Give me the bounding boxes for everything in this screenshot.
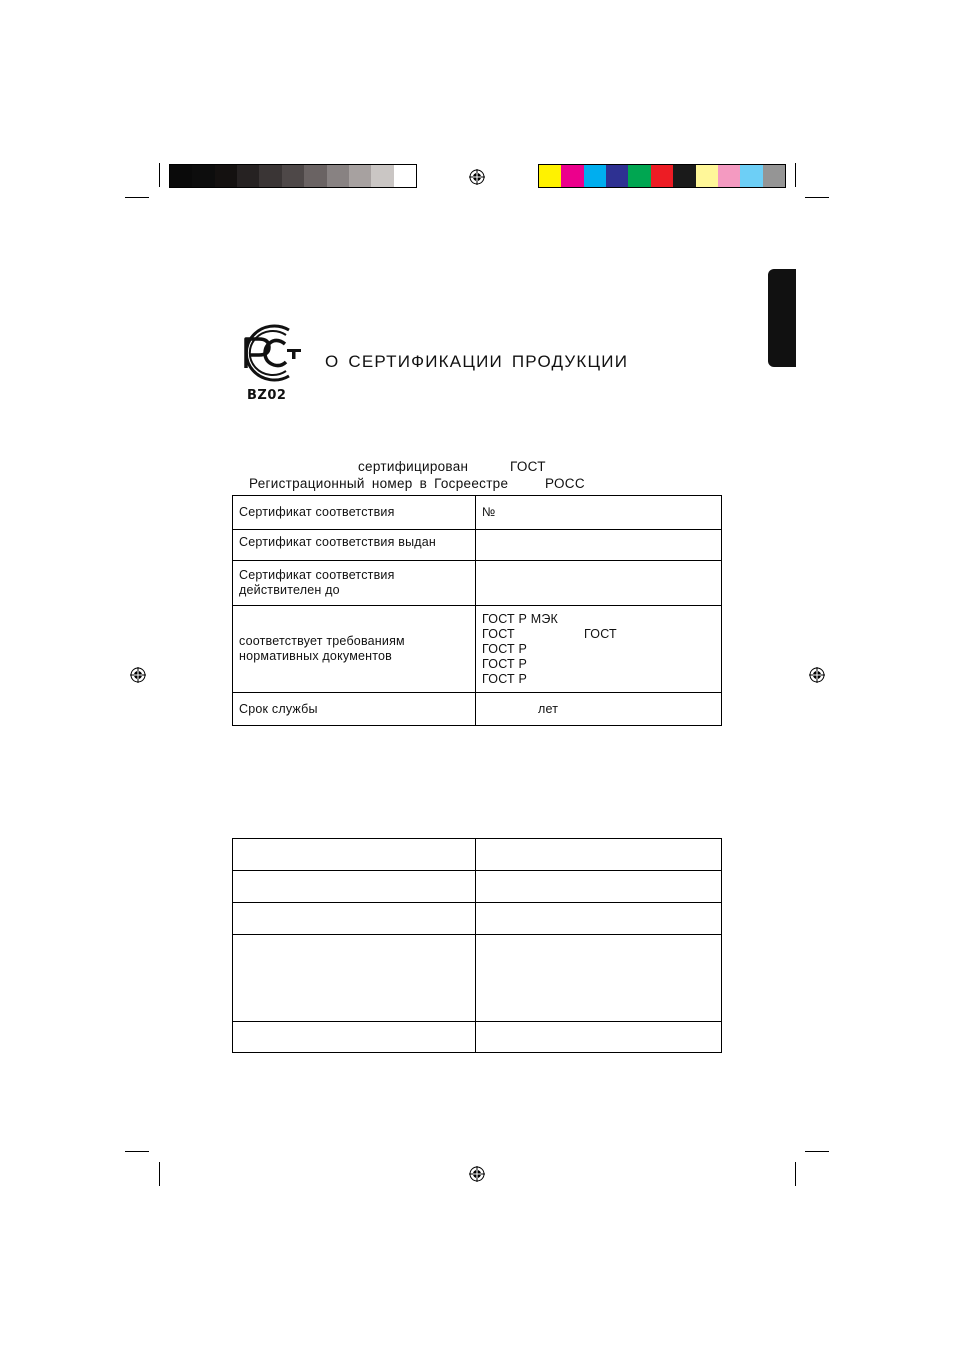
standard-item [482, 627, 715, 642]
standard-item: ГОСТ Р [482, 641, 528, 656]
blank-cell [233, 1022, 476, 1053]
issued-by-label: Сертификат соответствия выдан [233, 530, 476, 561]
section-side-tab [768, 269, 796, 367]
registration-mark-right-icon [809, 667, 825, 683]
blank-cell [476, 839, 722, 871]
color-swatch [763, 165, 785, 187]
table-row [233, 693, 722, 726]
color-swatch [215, 165, 237, 187]
requirements-label-line: нормативных документов [239, 649, 393, 663]
color-swatch [718, 165, 740, 187]
color-swatch [304, 165, 326, 187]
grayscale-color-bar [169, 164, 417, 188]
blank-cell [476, 1022, 722, 1053]
certified-word: сертифицирован [358, 459, 469, 474]
valid-until-label-line: Сертификат соответствия [239, 568, 395, 582]
issued-by-value [476, 530, 722, 561]
color-swatch [673, 165, 695, 187]
color-swatch [628, 165, 650, 187]
standards-list [476, 606, 722, 693]
page-title: О СЕРТИФИКАЦИИ ПРОДУКЦИИ [325, 352, 629, 371]
table-row [233, 935, 722, 1022]
crop-mark-bottom-right-vertical [795, 1162, 796, 1186]
cert-number: № [476, 496, 722, 530]
registration-mark-left-icon [130, 667, 146, 683]
service-life-value [476, 693, 722, 726]
standard-item: ГОСТ Р МЭК [482, 611, 558, 626]
standard-item: ГОСТ Р [482, 671, 528, 686]
blank-cell [233, 839, 476, 871]
valid-until-value [476, 561, 722, 606]
table-row [233, 871, 722, 903]
crop-mark-bottom-left-horizontal [125, 1151, 149, 1152]
requirements-label [233, 606, 476, 693]
table-row [233, 903, 722, 935]
crop-mark-top-left-vertical [159, 163, 160, 187]
color-swatch [349, 165, 371, 187]
blank-table [232, 838, 722, 1053]
crop-mark-top-left-horizontal [125, 197, 149, 198]
registration-mark-top-icon [469, 169, 485, 185]
table-row [233, 839, 722, 871]
valid-until-label [233, 561, 476, 606]
table-row [233, 561, 722, 606]
blank-cell [233, 903, 476, 935]
cert-label: Сертификат соответствия [233, 496, 476, 530]
crop-mark-bottom-right-horizontal [805, 1151, 829, 1152]
table-row [233, 1022, 722, 1053]
standard-item-second: ГОСТ [584, 626, 617, 641]
registration-number-label: Регистрационный номер в Госреестре [249, 476, 509, 491]
color-swatch [371, 165, 393, 187]
blank-cell [476, 935, 722, 1022]
blank-cell [476, 903, 722, 935]
standard-item: ГОСТ Р [482, 656, 528, 671]
standard-item-text: ГОСТ [482, 626, 515, 641]
color-swatch [561, 165, 583, 187]
service-life-label: Срок службы [233, 693, 476, 726]
color-swatch [584, 165, 606, 187]
color-swatch [651, 165, 673, 187]
color-swatch [237, 165, 259, 187]
color-swatch [539, 165, 561, 187]
service-life-unit: лет [538, 701, 559, 716]
logo-code: BZ02 [247, 388, 287, 403]
gost-word: ГОСТ [510, 459, 546, 474]
registration-prefix: РОСС [545, 476, 585, 491]
table-row [233, 606, 722, 693]
color-swatch [606, 165, 628, 187]
table-row [233, 530, 722, 561]
requirements-label-line: соответствует требованиям [239, 634, 405, 648]
blank-cell [476, 871, 722, 903]
process-color-bar [538, 164, 786, 188]
color-swatch [327, 165, 349, 187]
color-swatch [259, 165, 281, 187]
color-swatch [394, 165, 416, 187]
table-row [233, 496, 722, 530]
crop-mark-bottom-left-vertical [159, 1162, 160, 1186]
blank-cell [233, 871, 476, 903]
color-swatch [696, 165, 718, 187]
valid-until-label-line: действителен до [239, 583, 340, 597]
registration-mark-bottom-icon [469, 1166, 485, 1182]
rst-certification-logo-icon [229, 322, 305, 384]
color-swatch [740, 165, 762, 187]
blank-cell [233, 935, 476, 1022]
certificate-table [232, 495, 722, 726]
crop-mark-top-right-vertical [795, 163, 796, 187]
color-swatch [192, 165, 214, 187]
color-swatch [170, 165, 192, 187]
crop-mark-top-right-horizontal [805, 197, 829, 198]
color-swatch [282, 165, 304, 187]
